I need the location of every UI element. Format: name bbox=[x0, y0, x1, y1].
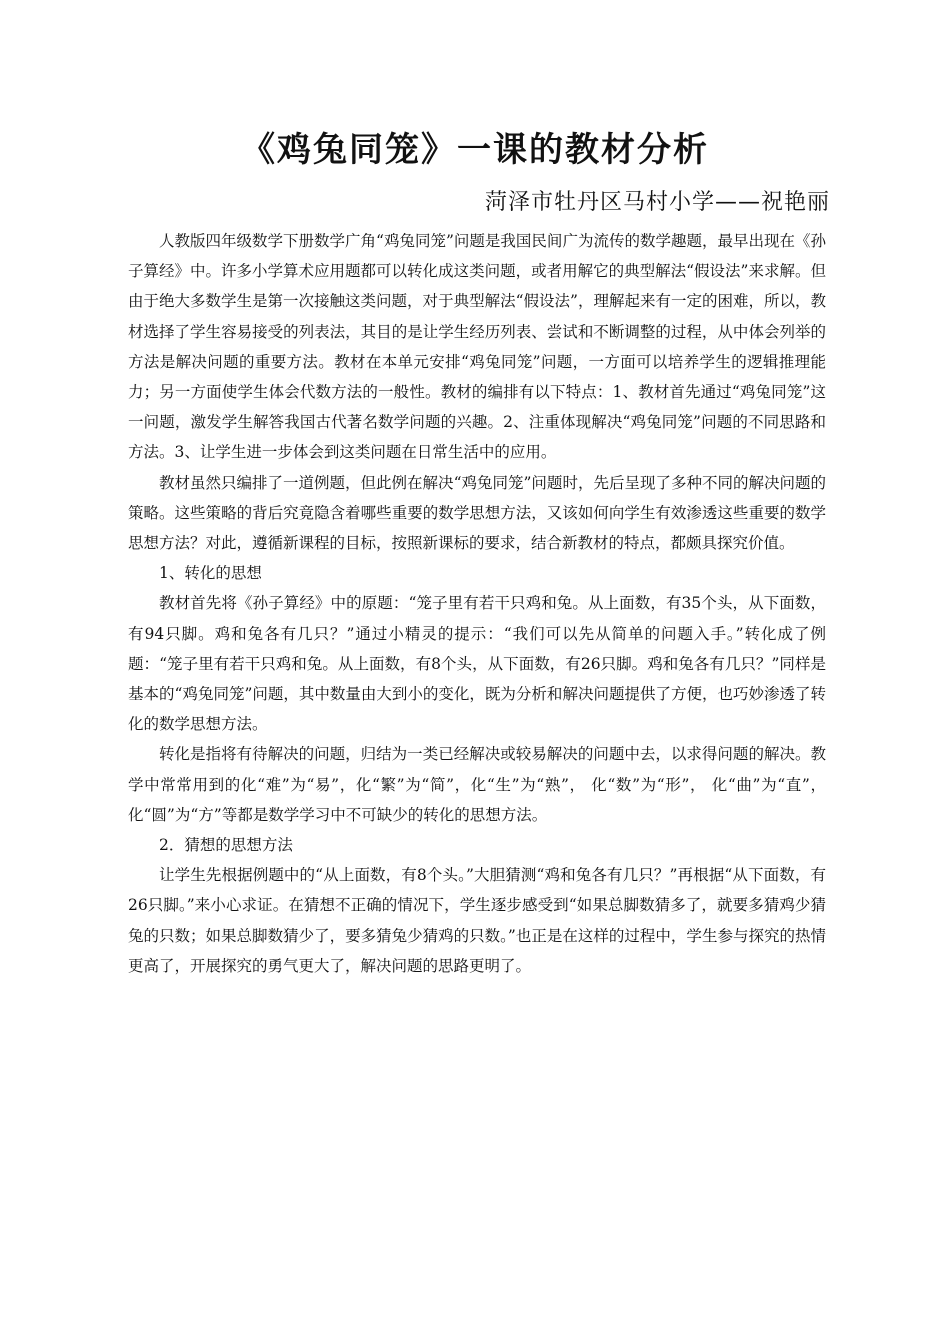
document-title: 《鸡兔同笼》一课的教材分析 bbox=[241, 130, 709, 170]
section-heading-guess: 2．猜想的思想方法 bbox=[159, 836, 293, 855]
paragraph-guess: 让学生先根据例题中的“从上面数，有8个头。”大胆猜测“鸡和兔各有几只？”再根据“从下面数，有26只脚。”来小心求证。在猜想不正确的情况下，学生逐步感受到“如果总脚数猜多了，就要多猜鸡少猜兔的只数；如果总脚数猜少了，要多猜兔少猜鸡的只数。”也正是在这样的过程中，学生参与探究的热情更高了，开展探究的勇气更大了，解决问题的思路更明了。 bbox=[128, 866, 826, 975]
author-line: 菏泽市牡丹区马村小学——祝艳丽 bbox=[484, 190, 830, 215]
paragraph-transform-definition: 转化是指将有待解决的问题，归结为一类已经解决或较易解决的问题中去，以求得问题的解决。教学中常常用到的化“难”为“易”，化“繁”为“简”，化“生”为“熟”， 化“数”为“形”， 化“曲”为“直”，化“圆”为“方”等都是数学学习中不可缺少的转化的思想方法。 bbox=[128, 745, 826, 824]
section-heading-transform: 1、转化的思想 bbox=[159, 564, 262, 583]
paragraph-strategies: 教材虽然只编排了一道例题，但此例在解决“鸡兔同笼”问题时，先后呈现了多种不同的解决问题的策略。这些策略的背后究竟隐含着哪些重要的数学思想方法，又该如何向学生有效渗透这些重要的数学思想方法？对此，遵循新课程的目标，按照新课标的要求，结合新教材的特点，都颇具探究价值。 bbox=[128, 473, 826, 553]
document-body bbox=[128, 226, 826, 981]
paragraph-transform-example: 教材首先将《孙子算经》中的原题：“笼子里有若干只鸡和兔。从上面数，有35个头，从下面数，有94只脚。鸡和兔各有几只？”通过小精灵的提示：“我们可以先从简单的问题入手。”转化成了例题：“笼子里有若干只鸡和兔。从上面数，有8个头，从下面数，有26只脚。鸡和兔各有几只？”同样是基本的“鸡兔同笼”问题，其中数量由大到小的变化，既为分析和解决问题提供了方便，也巧妙渗透了转化的数学思想方法。 bbox=[128, 594, 826, 734]
paragraph-intro: 人教版四年级数学下册数学广角“鸡兔同笼”问题是我国民间广为流传的数学趣题，最早出现在《孙子算经》中。许多小学算术应用题都可以转化成这类问题，或者用解它的典型解法“假设法”来求解。但由于绝大多数学生是第一次接触这类问题，对于典型解法“假设法”，理解起来有一定的困难，所以，教材选择了学生容易接受的列表法，其目的是让学生经历列表、尝试和不断调整的过程，从中体会列举的方法是解决问题的重要方法。教材在本单元安排“鸡兔同笼”问题，一方面可以培养学生的逻辑推理能力；另一方面使学生体会代数方法的一般性。教材的编排有以下特点：1、教材首先通过“鸡兔同笼”这一问题，激发学生解答我国古代著名数学问题的兴趣。2、注重体现解决“鸡兔同笼”问题的不同思路和方法。3、让学生进一步体会到这类问题在日常生活中的应用。 bbox=[128, 232, 826, 462]
